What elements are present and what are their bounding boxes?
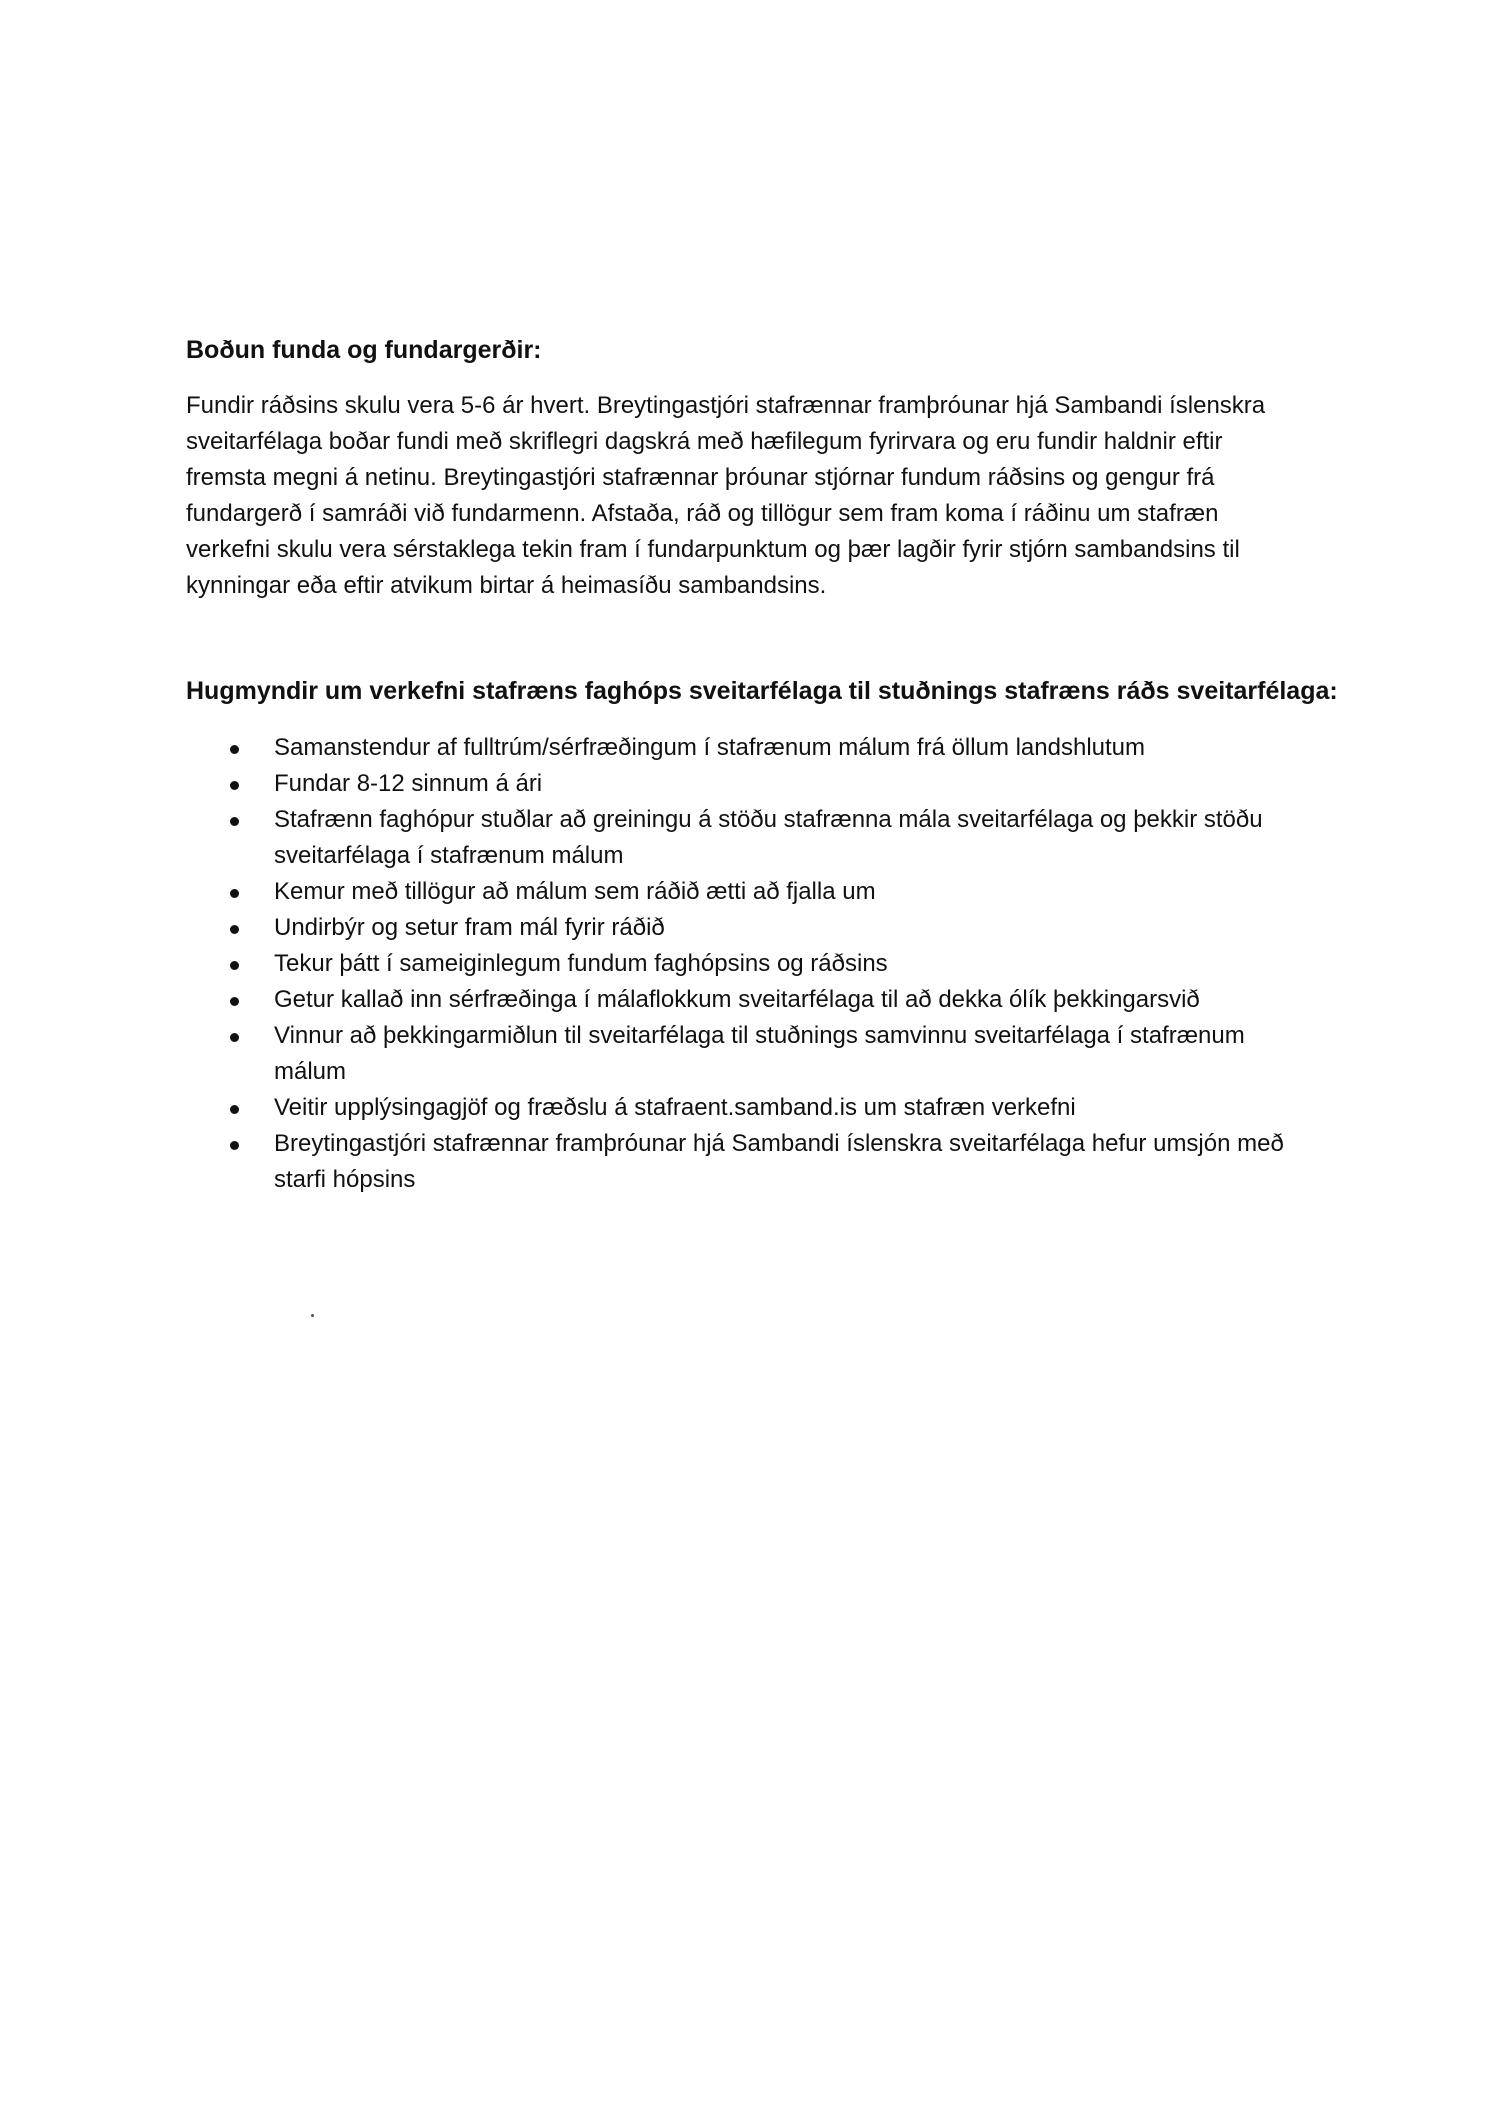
ideas-bullet-list <box>186 730 1336 1198</box>
list-item-text: Veitir upplýsingagjöf og fræðslu á stafraent.samband.is um stafræn verkefni <box>274 1094 1076 1121</box>
section-heading-ideas: Hugmyndir um verkefni stafræns faghóps sveitarfélaga til stuðnings stafræns ráðs sveitarfélaga: <box>186 677 1338 705</box>
paragraph-line: fundargerð í samráði við fundarmenn. Afstaða, ráð og tillögur sem fram koma í ráðinu um stafræn <box>186 500 1219 527</box>
list-item <box>186 1126 1336 1198</box>
list-item <box>186 874 1336 910</box>
paragraph-line: fremsta megni á netinu. Breytingastjóri stafrænnar þróunar stjórnar fundum ráðsins og gengur frá <box>186 464 1215 491</box>
list-item-text: Getur kallað inn sérfræðinga í málaflokkum sveitarfélaga til að dekka ólík þekkingarsvið <box>274 986 1200 1013</box>
list-item <box>186 946 1336 982</box>
bullet-dot-icon <box>230 1141 239 1150</box>
paragraph-line: sveitarfélaga boðar fundi með skriflegri dagskrá með hæfilegum fyrirvara og eru fundir haldnir eftir <box>186 428 1223 455</box>
list-item <box>186 730 1336 766</box>
paragraph-line: kynningar eða eftir atvikum birtar á heimasíðu sambandsins. <box>186 572 827 599</box>
bullet-dot-icon <box>230 781 239 790</box>
bullet-dot-icon <box>230 961 239 970</box>
list-item-text: Stafrænn faghópur stuðlar að greiningu á stöðu stafrænna mála sveitarfélaga og þekkir stöðu <box>274 806 1263 833</box>
list-item-text: Breytingastjóri stafrænnar framþróunar hjá Sambandi íslenskra sveitarfélaga hefur umsjón með <box>274 1130 1284 1157</box>
list-item <box>186 802 1336 874</box>
list-item <box>186 766 1336 802</box>
list-item-text: málum <box>274 1058 347 1085</box>
bullet-dot-icon <box>230 889 239 898</box>
bullet-dot-icon <box>230 1033 239 1042</box>
list-item-text: Kemur með tillögur að málum sem ráðið ætti að fjalla um <box>274 878 876 905</box>
list-item <box>186 1090 1336 1126</box>
list-item-text: Vinnur að þekkingarmiðlun til sveitarfélaga til stuðnings samvinnu sveitarfélaga í stafrænum <box>274 1022 1245 1049</box>
list-item-text: starfi hópsins <box>274 1166 416 1193</box>
paragraph-line: verkefni skulu vera sérstaklega tekin fram í fundarpunktum og þær lagðir fyrir stjórn sambandsins til <box>186 536 1240 563</box>
meetings-paragraph <box>186 388 1326 604</box>
bullet-dot-icon <box>230 925 239 934</box>
bullet-dot-icon <box>230 1105 239 1114</box>
scan-speck <box>311 1314 314 1317</box>
list-item-text: sveitarfélaga í stafrænum málum <box>274 842 624 869</box>
list-item-text: Samanstendur af fulltrúm/sérfræðingum í stafrænum málum frá öllum landshlutum <box>274 734 1146 761</box>
paragraph-line: Fundir ráðsins skulu vera 5-6 ár hvert. Breytingastjóri stafrænnar framþróunar hjá Sambandi íslenskra <box>186 392 1266 419</box>
list-item <box>186 1018 1336 1090</box>
list-item <box>186 910 1336 946</box>
bullet-dot-icon <box>230 817 239 826</box>
section-heading-meetings: Boðun funda og fundargerðir: <box>186 336 542 364</box>
list-item-text: Fundar 8-12 sinnum á ári <box>274 770 543 797</box>
bullet-dot-icon <box>230 745 239 754</box>
list-item <box>186 982 1336 1018</box>
list-item-text: Tekur þátt í sameiginlegum fundum faghópsins og ráðsins <box>274 950 888 977</box>
bullet-dot-icon <box>230 997 239 1006</box>
list-item-text: Undirbýr og setur fram mál fyrir ráðið <box>274 914 665 941</box>
